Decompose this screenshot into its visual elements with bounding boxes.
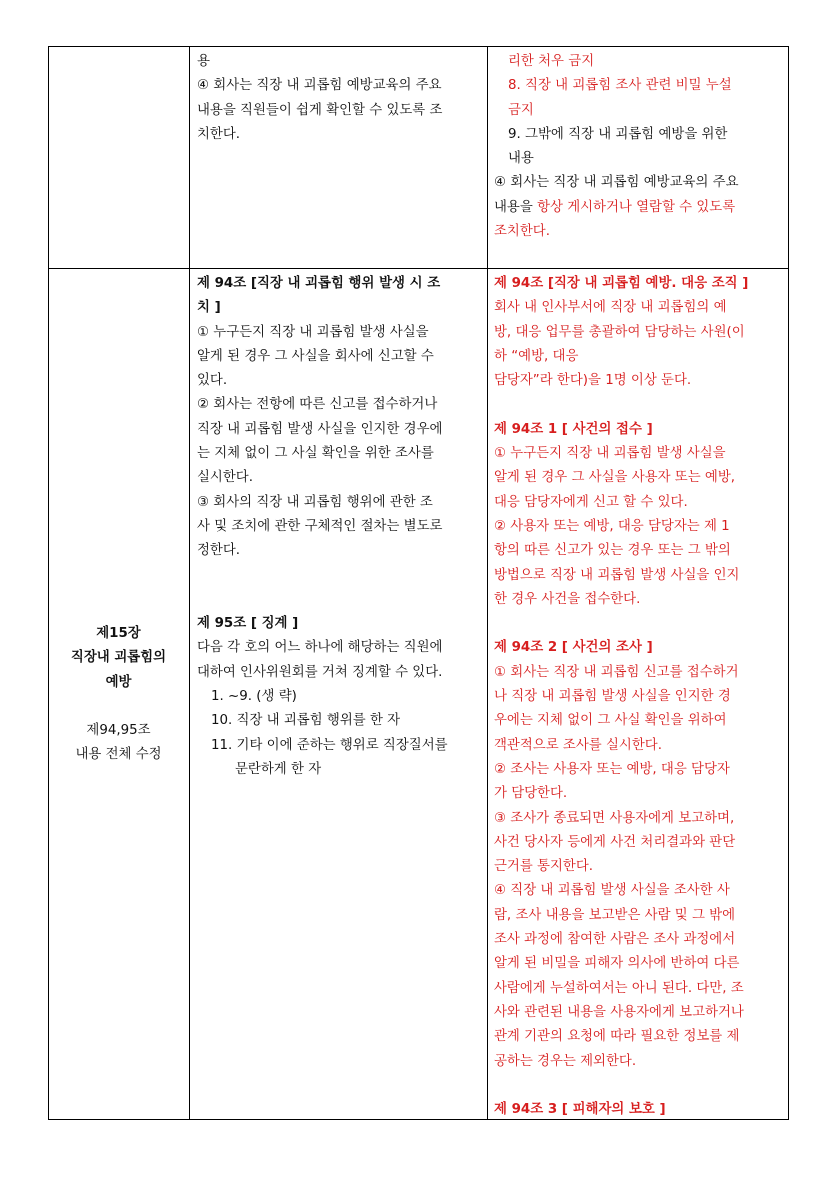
list-item: 10. 직장 내 괴롭힘 행위를 한 자 — [211, 713, 401, 729]
text-line: 람, 조사 내용을 보고받은 사람 및 그 밖에 — [494, 907, 736, 923]
text-line: 방, 대응 업무를 총괄하여 담당하는 사원(이 — [494, 324, 745, 340]
article-title: 제 94조 2 [ 사건의 조사 ] — [494, 640, 653, 656]
text-line: ④ 회사는 직장 내 괴롭힘 예방교육의 주요 — [494, 175, 739, 191]
text-line: ① 회사는 직장 내 괴롭힘 신고를 접수하거 — [494, 664, 739, 680]
text-line: ② 조사는 사용자 또는 예방, 대응 담당자 — [494, 761, 730, 777]
text-span: 내용을 — [494, 199, 538, 215]
text-line: 회사 내 인사부서에 직장 내 괴롭힘의 예 — [494, 300, 727, 316]
table-border-left — [48, 46, 49, 1120]
chapter-number: 제15장 — [96, 626, 141, 641]
spacer — [197, 564, 481, 588]
chapter-note: 내용 전체 수정 — [75, 747, 162, 763]
text-line: 정한다. — [197, 543, 241, 559]
row2-current-text — [197, 272, 481, 782]
article-title: 제 95조 [ 징계 ] — [197, 616, 299, 632]
row-divider — [48, 268, 788, 269]
column-divider-2 — [487, 46, 488, 1120]
text-line: 8. 직장 내 괴롭힘 조사 관련 비밀 누설 — [508, 78, 732, 94]
text-line: 내용 — [508, 151, 534, 167]
article-title: 치 ] — [197, 300, 221, 316]
text-line: 9. 그밖에 직장 내 괴롭힘 예방을 위한 — [508, 126, 728, 142]
text-line: 나 직장 내 괴롭힘 발생 사실을 인지한 경 — [494, 689, 731, 705]
table-border-top — [48, 46, 788, 47]
text-span-red: 항상 게시하거나 열람할 수 있도록 — [537, 199, 736, 215]
spacer — [197, 588, 481, 612]
chapter-note: 제94,95조 — [86, 723, 151, 739]
spacer — [48, 695, 189, 719]
article-title: 제 94조 1 [ 사건의 접수 ] — [494, 421, 653, 437]
text-line: 사와 관련된 내용을 사용자에게 보고하거나 — [494, 1004, 744, 1020]
text-line: 관계 기관의 요청에 따라 필요한 정보를 제 — [494, 1029, 740, 1045]
text-line: 리한 처우 금지 — [508, 54, 595, 69]
article-title: 제 94조 3 [ 피해자의 보호 ] — [494, 1102, 666, 1118]
text-line — [494, 196, 784, 220]
text-line: 알게 된 경우 그 사실을 사용자 또는 예방, — [494, 470, 736, 486]
text-line: 알게 된 비밀을 피해자 의사에 반하여 다른 — [494, 956, 740, 972]
text-line: 대하여 인사위원회를 거쳐 징계할 수 있다. — [197, 664, 443, 680]
text-line: 대응 담당자에게 신고 할 수 있다. — [494, 494, 688, 510]
text-line: 항의 따른 신고가 있는 경우 또는 그 밖의 — [494, 543, 731, 559]
text-line: ④ 회사는 직장 내 괴롭힘 예방교육의 주요 — [197, 78, 442, 94]
text-line: 방법으로 직장 내 괴롭힘 발생 사실을 인지 — [494, 567, 740, 583]
text-line: ④ 직장 내 괴롭힘 발생 사실을 조사한 사 — [494, 883, 730, 899]
column-divider-1 — [189, 46, 190, 1120]
text-line: 사건 당사자 등에게 사건 처리결과와 판단 — [494, 834, 736, 850]
row1-current-text — [197, 50, 481, 147]
text-line: 하 “예방, 대응 — [494, 348, 579, 364]
text-line: 조사 과정에 참여한 사람은 조사 과정에서 — [494, 932, 736, 948]
text-line: 객관적으로 조사를 실시한다. — [494, 737, 662, 753]
text-line: 가 담당한다. — [494, 786, 568, 802]
row2-revised-text — [494, 272, 784, 1122]
text-line: 내용을 직원들이 쉽게 확인할 수 있도록 조 — [197, 102, 443, 118]
comparison-table — [48, 46, 788, 1120]
text-line: 담당자”라 한다)을 1명 이상 둔다. — [494, 373, 692, 389]
text-line: 금지 — [508, 102, 534, 118]
text-line: 사 및 조치에 관한 구체적인 절차는 별도로 — [197, 518, 443, 534]
list-item: 1. ~9. (생 략) — [211, 689, 297, 705]
text-line: 용 — [197, 54, 210, 69]
text-line: 있다. — [197, 373, 228, 389]
text-line: 알게 된 경우 그 사실을 회사에 신고할 수 — [197, 348, 434, 364]
chapter-title: 예방 — [105, 674, 132, 690]
text-line: 사람에게 누설하여서는 아니 된다. 다만, 조 — [494, 980, 744, 996]
text-line: ② 회사는 전항에 따른 신고를 접수하거나 — [197, 397, 438, 413]
text-line: 조치한다. — [494, 224, 550, 240]
list-item: 문란하게 한 자 — [235, 761, 322, 777]
text-line: 우에는 지체 없이 그 사실 확인을 위하여 — [494, 713, 727, 729]
article-title: 제 94조 [직장 내 괴롭힘 행위 발생 시 조 — [197, 276, 441, 291]
list-item: 11. 기타 이에 준하는 행위로 직장질서를 — [211, 737, 448, 753]
text-line: 직장 내 괴롭힘 발생 사실을 인지한 경우에 — [197, 421, 443, 437]
spacer — [494, 393, 784, 417]
text-line: ① 누구든지 직장 내 괴롭힘 발생 사실을 — [494, 446, 726, 462]
table-border-right — [788, 46, 789, 1120]
text-line: ② 사용자 또는 예방, 대응 담당자는 제 1 — [494, 518, 730, 534]
article-title: 제 94조 [직장 내 괴롭힘 예방. 대응 조직 ] — [494, 276, 749, 291]
spacer — [494, 1074, 784, 1098]
text-line: ③ 조사가 종료되면 사용자에게 보고하며, — [494, 810, 735, 826]
row1-revised-text — [494, 50, 784, 244]
chapter-label — [48, 622, 189, 768]
text-line: 는 지체 없이 그 사실 확인을 위한 조사를 — [197, 446, 434, 462]
text-line: 치한다. — [197, 126, 241, 142]
spacer — [494, 612, 784, 636]
text-line: 다음 각 호의 어느 하나에 해당하는 직원에 — [197, 640, 443, 656]
text-line: 한 경우 사건을 접수한다. — [494, 591, 641, 607]
text-line: ① 누구든지 직장 내 괴롭힘 발생 사실을 — [197, 324, 429, 340]
text-line: 공하는 경우는 제외한다. — [494, 1053, 637, 1069]
text-line: ③ 회사의 직장 내 괴롭힘 행위에 관한 조 — [197, 494, 433, 510]
chapter-title: 직장내 괴롭힘의 — [70, 650, 167, 666]
text-line: 실시한다. — [197, 470, 253, 486]
text-line: 근거를 통지한다. — [494, 859, 594, 875]
